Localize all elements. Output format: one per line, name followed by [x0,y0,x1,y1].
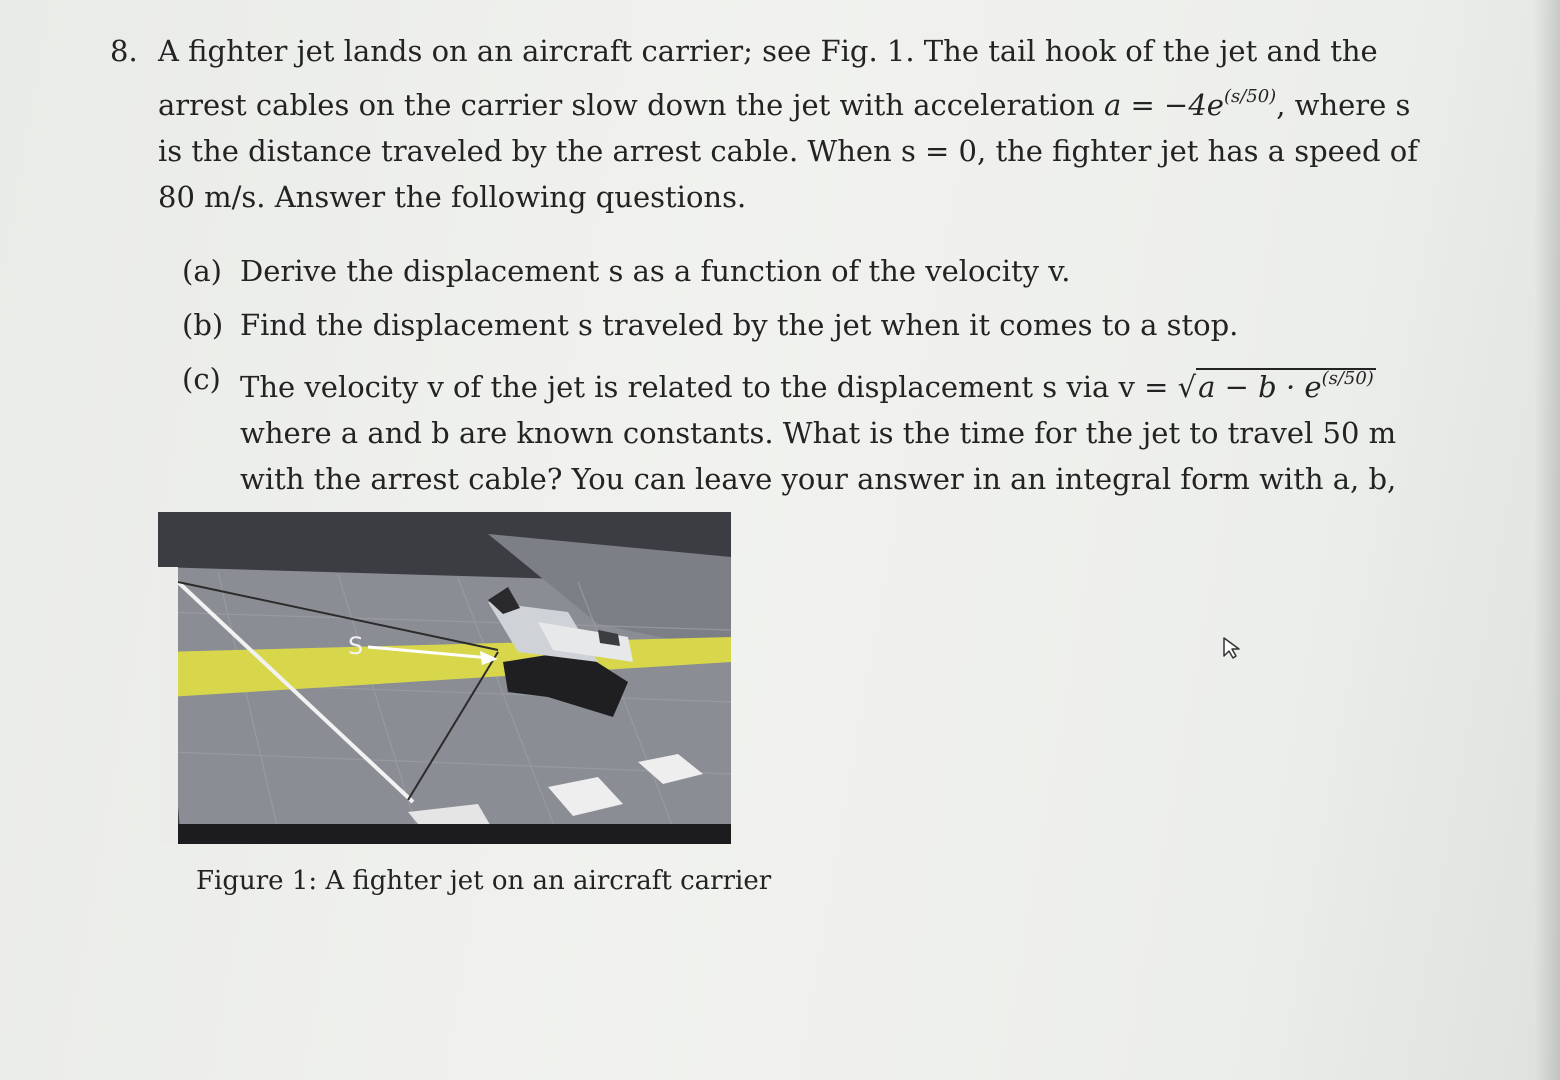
part-c-text-after: where a and b are known constants. What is the time for the jet to travel 50 m with the arrest cable? You can leave your answer in an integral form with a, b, [240,416,1397,496]
figure-left-frame [158,567,178,844]
stem-text-1: A fighter jet lands on an aircraft carrier; see Fig. 1. The tail hook of the jet and the arrest cables on the carrier slow down the jet with acceleration [158,34,1378,122]
part-a [182,248,1430,294]
mouse-pointer-icon [1222,636,1242,664]
part-b [182,302,1430,348]
problem-number: 8. [110,34,138,68]
part-b-label: (b) [182,308,224,342]
figure-1-image [158,512,731,844]
carrier-deck-illustration [158,512,731,844]
acceleration-exponent: (s/50) [1223,86,1277,107]
stem-paragraph [158,28,1430,220]
sqrt-expression [1196,368,1376,404]
sqrt-symbol: √ [1177,370,1197,404]
displacement-label-s: S [348,632,364,660]
question-parts [110,248,1430,548]
figure-caption: Figure 1: A fighter jet on an aircraft carrier [196,866,772,896]
screen-edge-shadow [1534,0,1560,1080]
part-b-text: Find the displacement s traveled by the jet when it comes to a stop. [240,308,1239,342]
sqrt-expression-body: a − b · e [1198,370,1322,404]
part-c-text-before: The velocity v of the jet is related to the displacement s via v = [240,370,1169,404]
stem-text-2: , where s is the distance traveled by the arrest cable. When s = 0, the fighter jet has a speed of 80 m/s. Answer the following questions. [158,88,1418,214]
part-a-label: (a) [182,254,222,288]
figure-bottom-frame [158,824,731,844]
acceleration-formula: a = −4e [1104,88,1224,122]
problem-8 [110,28,1430,556]
sqrt-exponent: (s/50) [1321,368,1374,389]
problem-stem [158,28,1430,220]
part-c-label: (c) [182,362,221,396]
part-a-text: Derive the displacement s as a function of the velocity v. [240,254,1071,288]
